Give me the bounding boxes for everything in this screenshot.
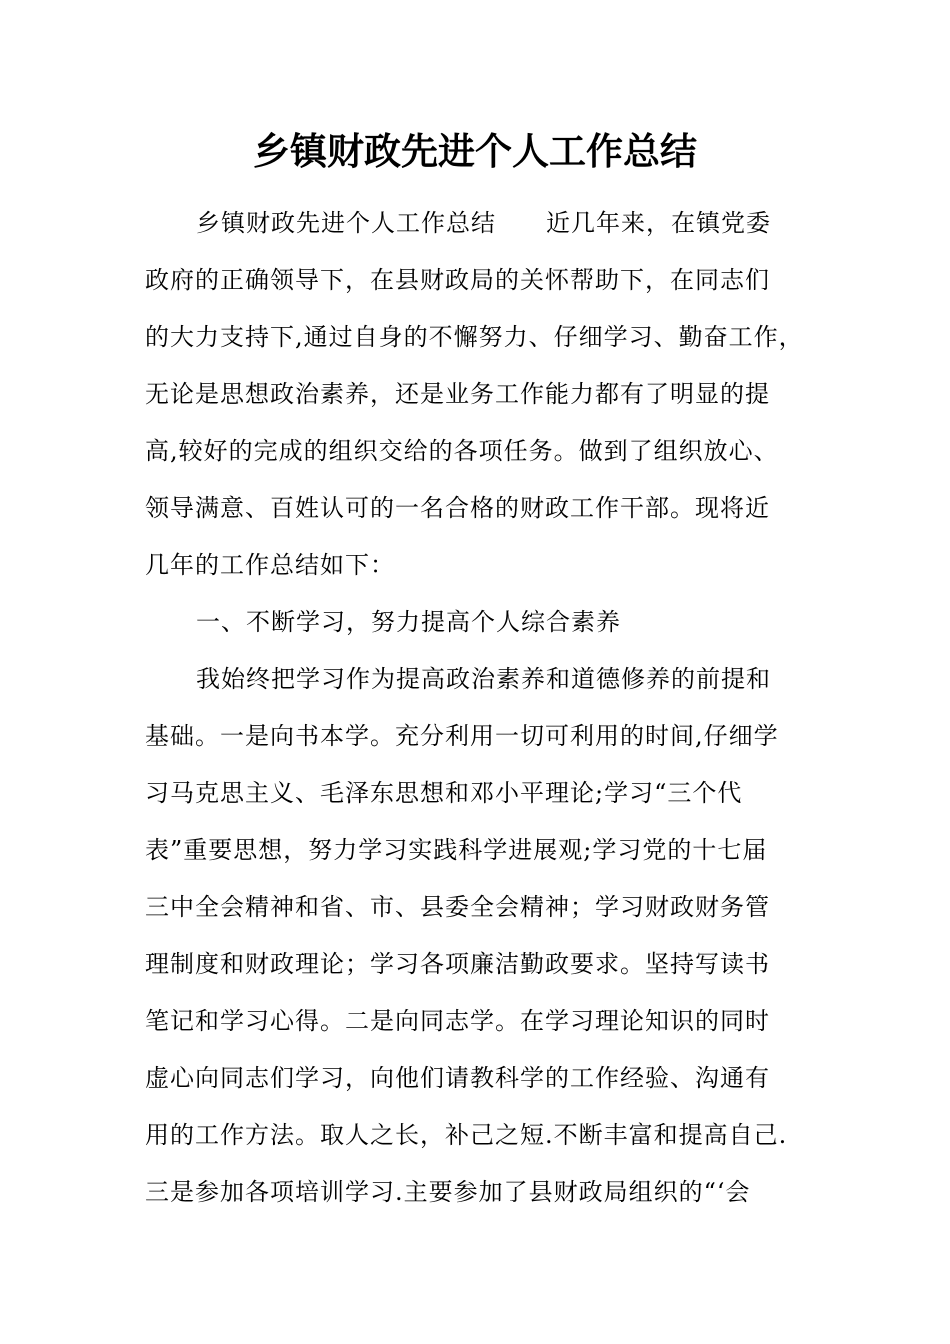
body-line: 领导满意、百姓认可的一名合格的财政工作干部。现将近: [145, 494, 770, 522]
body-line: 习马克思主义、毛泽东思想和邓小平理论;学习“三个代: [145, 779, 743, 807]
document-title: 乡镇财政先进个人工作总结: [253, 130, 697, 173]
body-line: 基础。一是向书本学。充分利用一切可利用的时间,仔细学: [145, 722, 779, 750]
body-line: 乡镇财政先进个人工作总结 近几年来，在镇党委: [196, 209, 771, 237]
body-line: 我始终把学习作为提高政治素养和道德修养的前提和: [196, 665, 771, 693]
body-line: 高,较好的完成的组织交给的各项任务。做到了组织放心、: [145, 437, 779, 465]
section-heading: 一、不断学习，努力提高个人综合素养: [196, 608, 621, 636]
body-line: 无论是思想政治素养，还是业务工作能力都有了明显的提: [145, 380, 770, 408]
body-line: 政府的正确领导下，在县财政局的关怀帮助下，在同志们: [145, 266, 770, 294]
body-line: 三是参加各项培训学习.主要参加了县财政局组织的“‘会: [145, 1178, 751, 1206]
body-line: 虚心向同志们学习，向他们请教科学的工作经验、沟通有: [145, 1064, 770, 1092]
body-line: 笔记和学习心得。二是向同志学。在学习理论知识的同时: [145, 1007, 770, 1035]
body-line: 的大力支持下,通过自身的不懈努力、仔细学习、勤奋工作，: [145, 323, 804, 351]
body-line: 理制度和财政理论；学习各项廉洁勤政要求。坚持写读书: [145, 950, 770, 978]
body-line: 表”重要思想，努力学习实践科学进展观;学习党的十七届: [145, 836, 768, 864]
body-line: 几年的工作总结如下：: [145, 551, 395, 579]
body-line: 用的工作方法。取人之长，补己之短.不断丰富和提高自己.: [145, 1121, 788, 1149]
body-line: 三中全会精神和省、市、县委全会精神；学习财政财务管: [145, 893, 770, 921]
